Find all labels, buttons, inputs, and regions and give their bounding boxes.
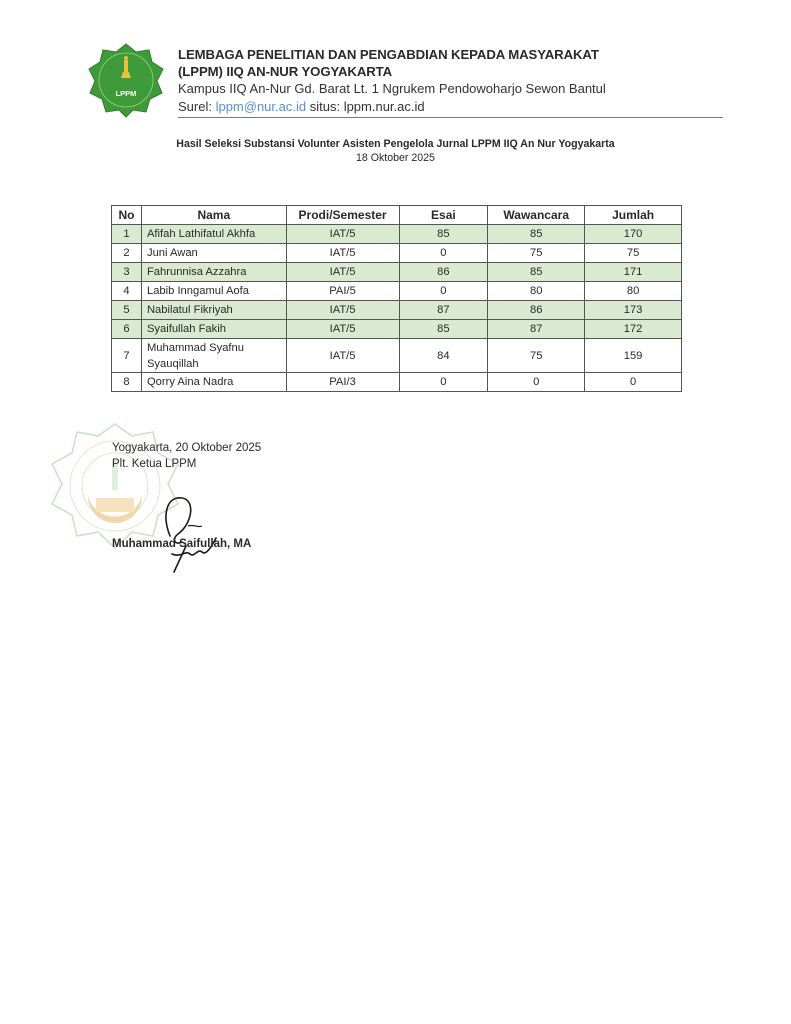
- signature-place-date: Yogyakarta, 20 Oktober 2025: [112, 442, 262, 454]
- header-nama: Nama: [141, 206, 286, 225]
- contact-line: [178, 98, 638, 116]
- cell-esai: 0: [399, 282, 488, 301]
- cell-wawancara: 80: [488, 282, 585, 301]
- header-prodi: Prodi/Semester: [286, 206, 399, 225]
- cell-nama: Afifah Lathifatul Akhfa: [141, 225, 286, 244]
- handwritten-signature-icon: [152, 476, 222, 576]
- cell-prodi: IAT/5: [286, 339, 399, 373]
- cell-esai: 85: [399, 320, 488, 339]
- cell-wawancara: 85: [488, 225, 585, 244]
- table-row: [112, 263, 682, 282]
- cell-wawancara: 87: [488, 320, 585, 339]
- table-row: [112, 373, 682, 392]
- cell-jumlah: 172: [585, 320, 682, 339]
- cell-nama: Juni Awan: [141, 244, 286, 263]
- header-jumlah: Jumlah: [585, 206, 682, 225]
- cell-no: 4: [112, 282, 142, 301]
- cell-esai: 0: [399, 244, 488, 263]
- document-heading: [0, 137, 791, 166]
- cell-prodi: IAT/5: [286, 225, 399, 244]
- email-label: Surel:: [178, 99, 216, 114]
- table-row: [112, 282, 682, 301]
- cell-esai: 84: [399, 339, 488, 373]
- cell-prodi: PAI/5: [286, 282, 399, 301]
- cell-prodi: IAT/5: [286, 320, 399, 339]
- letterhead-divider: [178, 117, 723, 118]
- cell-prodi: IAT/5: [286, 301, 399, 320]
- document-title: Hasil Seleksi Substansi Volunter Asisten Pengelola Jurnal LPPM IIQ An Nur Yogyakarta: [176, 138, 615, 150]
- letterhead: [86, 42, 638, 120]
- cell-wawancara: 75: [488, 339, 585, 373]
- cell-esai: 87: [399, 301, 488, 320]
- site-label: situs:: [306, 99, 344, 114]
- signature-role: Plt. Ketua LPPM: [112, 458, 197, 470]
- institution-address: Kampus IIQ An-Nur Gd. Barat Lt. 1 Ngrukem Pendowoharjo Sewon Bantul: [178, 81, 606, 96]
- table-row: [112, 225, 682, 244]
- cell-jumlah: 75: [585, 244, 682, 263]
- cell-prodi: IAT/5: [286, 263, 399, 282]
- cell-nama: Syaifullah Fakih: [141, 320, 286, 339]
- cell-jumlah: 159: [585, 339, 682, 373]
- results-table: [111, 205, 682, 392]
- header-esai: Esai: [399, 206, 488, 225]
- signatory-name: Muhammad Saifullah, MA: [112, 538, 252, 550]
- cell-jumlah: 0: [585, 373, 682, 392]
- cell-wawancara: 0: [488, 373, 585, 392]
- cell-no: 8: [112, 373, 142, 392]
- cell-nama: Fahrunnisa Azzahra: [141, 263, 286, 282]
- cell-nama-line2: Syauqillah: [146, 357, 199, 370]
- cell-no: 6: [112, 320, 142, 339]
- cell-nama-line1: Muhammad Syafnu: [146, 341, 244, 354]
- cell-wawancara: 86: [488, 301, 585, 320]
- cell-wawancara: 85: [488, 263, 585, 282]
- header-wawancara: Wawancara: [488, 206, 585, 225]
- table-row: [112, 244, 682, 263]
- cell-no: 3: [112, 263, 142, 282]
- cell-prodi: IAT/5: [286, 244, 399, 263]
- signature-block: [40, 418, 300, 578]
- cell-esai: 85: [399, 225, 488, 244]
- cell-jumlah: 80: [585, 282, 682, 301]
- cell-no: 5: [112, 301, 142, 320]
- institution-name: LEMBAGA PENELITIAN DAN PENGABDIAN KEPADA MASYARAKAT: [178, 47, 599, 62]
- cell-prodi: PAI/3: [286, 373, 399, 392]
- table-header-row: [112, 206, 682, 225]
- header-no: No: [112, 206, 142, 225]
- email-link[interactable]: lppm@nur.ac.id: [215, 99, 307, 114]
- cell-nama: [141, 339, 286, 373]
- cell-no: 7: [112, 339, 142, 373]
- cell-wawancara: 75: [488, 244, 585, 263]
- cell-jumlah: 171: [585, 263, 682, 282]
- cell-nama: Labib Inngamul Aofa: [141, 282, 286, 301]
- cell-jumlah: 173: [585, 301, 682, 320]
- lppm-logo-icon: [86, 42, 166, 118]
- svg-text:LPPM: LPPM: [115, 89, 137, 98]
- cell-esai: 0: [399, 373, 488, 392]
- cell-nama: Qorry Aina Nadra: [141, 373, 286, 392]
- cell-jumlah: 170: [585, 225, 682, 244]
- table-row: [112, 301, 682, 320]
- table-row: [112, 339, 682, 373]
- cell-esai: 86: [399, 263, 488, 282]
- cell-nama: Nabilatul Fikriyah: [141, 301, 286, 320]
- cell-no: 2: [112, 244, 142, 263]
- cell-no: 1: [112, 225, 142, 244]
- site-link[interactable]: lppm.nur.ac.id: [343, 99, 425, 114]
- document-date: 18 Oktober 2025: [356, 152, 435, 164]
- institution-subname: (LPPM) IIQ AN-NUR YOGYAKARTA: [178, 64, 393, 79]
- table-row: [112, 320, 682, 339]
